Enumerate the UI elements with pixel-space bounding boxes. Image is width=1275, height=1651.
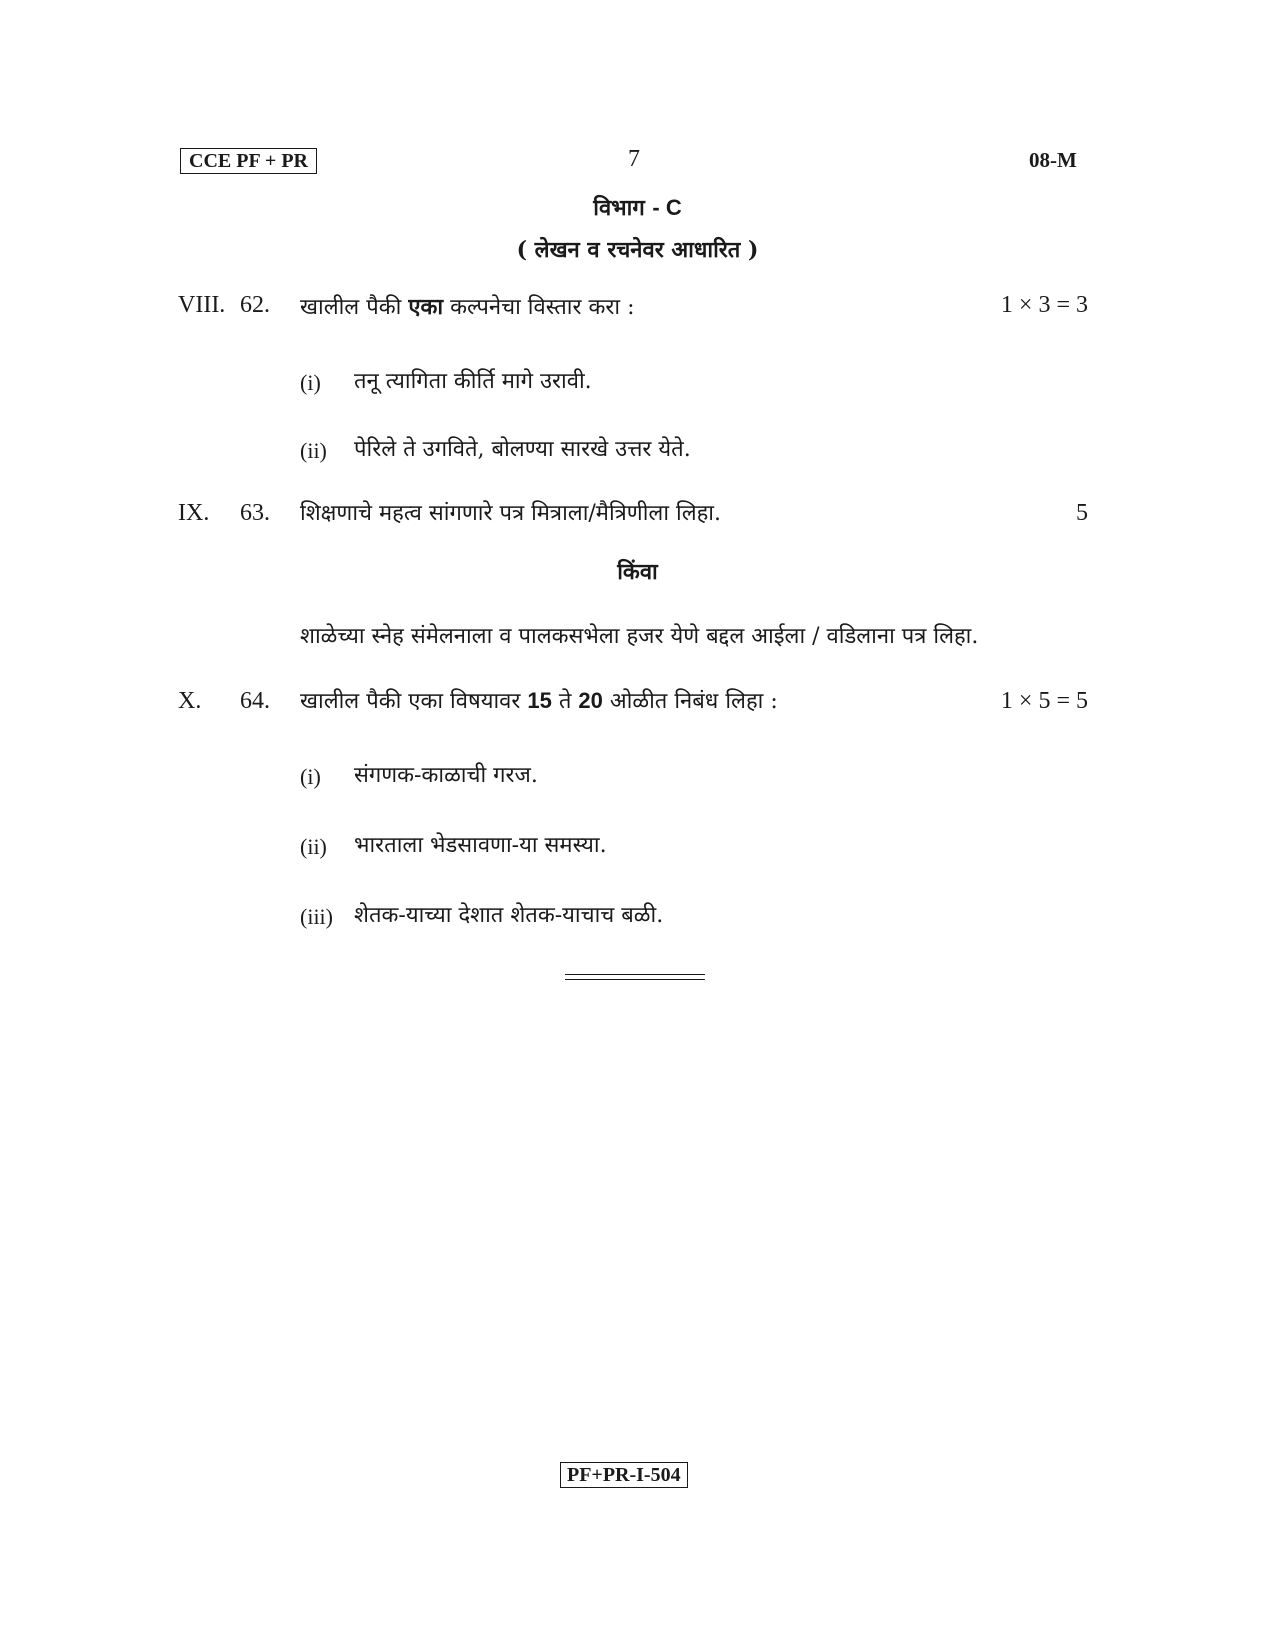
question-62-option-1-text: तनू त्यागिता कीर्ति मागे उरावी.: [354, 369, 592, 394]
question-64-number: 64.: [240, 688, 270, 714]
question-63-text: शिक्षणाचे महत्व सांगणारे पत्र मित्राला/मैत्रिणीला लिहा.: [300, 501, 721, 526]
header-right-code: 08-M: [1029, 148, 1077, 172]
question-62-roman: VIII.: [178, 292, 226, 318]
question-64-line-max: 20: [578, 688, 603, 713]
question-62-text-bold: एका: [408, 294, 444, 320]
question-64-text: [300, 685, 778, 715]
question-64-option-2-label: (ii): [300, 834, 327, 859]
end-rule-top: [565, 974, 705, 975]
question-64-option-1-label: (i): [300, 764, 321, 789]
question-64-option-1-text: संगणक-काळाची गरज.: [354, 763, 538, 788]
question-63-alternative: शाळेच्या स्नेह संमेलनाला व पालकसभेला हजर येणे बद्दल आईला / वडिलाना पत्र लिहा.: [300, 624, 979, 649]
question-64-text-after: ओळीत निबंध लिहा :: [602, 689, 778, 714]
section-subtitle: ( लेखन व रचनेवर आधारित ): [516, 237, 759, 263]
section-title: [0, 192, 1275, 222]
question-63-marks: 5: [1076, 500, 1088, 526]
question-62-number: 62.: [240, 292, 270, 318]
question-62-text-after: कल्पनेचा विस्तार करा :: [443, 295, 635, 320]
end-rule-bottom: [565, 979, 705, 980]
header-left-code: CCE PF + PR: [180, 148, 317, 174]
question-64-marks: 1 × 5 = 5: [1000, 688, 1088, 714]
question-63-number: 63.: [240, 500, 270, 526]
question-64-line-min: 15: [527, 688, 552, 713]
section-title-word: विभाग: [593, 195, 645, 221]
question-64-option-3-text: शेतक-याच्या देशात शेतक-याचाच बळी.: [354, 903, 664, 928]
question-62-text-before: खालील पैकी: [300, 295, 409, 320]
question-62-option-2-label: (ii): [300, 438, 327, 463]
or-label: किंवा: [617, 559, 658, 585]
question-64-option-2-text: भारताला भेडसावणा-या समस्या.: [354, 833, 607, 858]
page-number: 7: [628, 146, 640, 172]
question-64-text-mid: ते: [551, 689, 579, 714]
question-64-text-before: खालील पैकी एका विषयावर: [300, 689, 528, 714]
question-62-text: [300, 291, 635, 321]
question-62-option-1-label: (i): [300, 370, 321, 395]
question-64-roman: X.: [178, 688, 202, 714]
question-62-option-2-text: पेरिले ते उगविते, बोलण्या सारखे उत्तर येते.: [354, 437, 691, 462]
question-64-option-3-label: (iii): [300, 904, 333, 929]
section-title-letter: - C: [652, 195, 682, 220]
question-62-marks: 1 × 3 = 3: [1000, 292, 1088, 318]
footer-code: PF+PR-I-504: [560, 1462, 688, 1488]
question-63-roman: IX.: [178, 500, 210, 526]
